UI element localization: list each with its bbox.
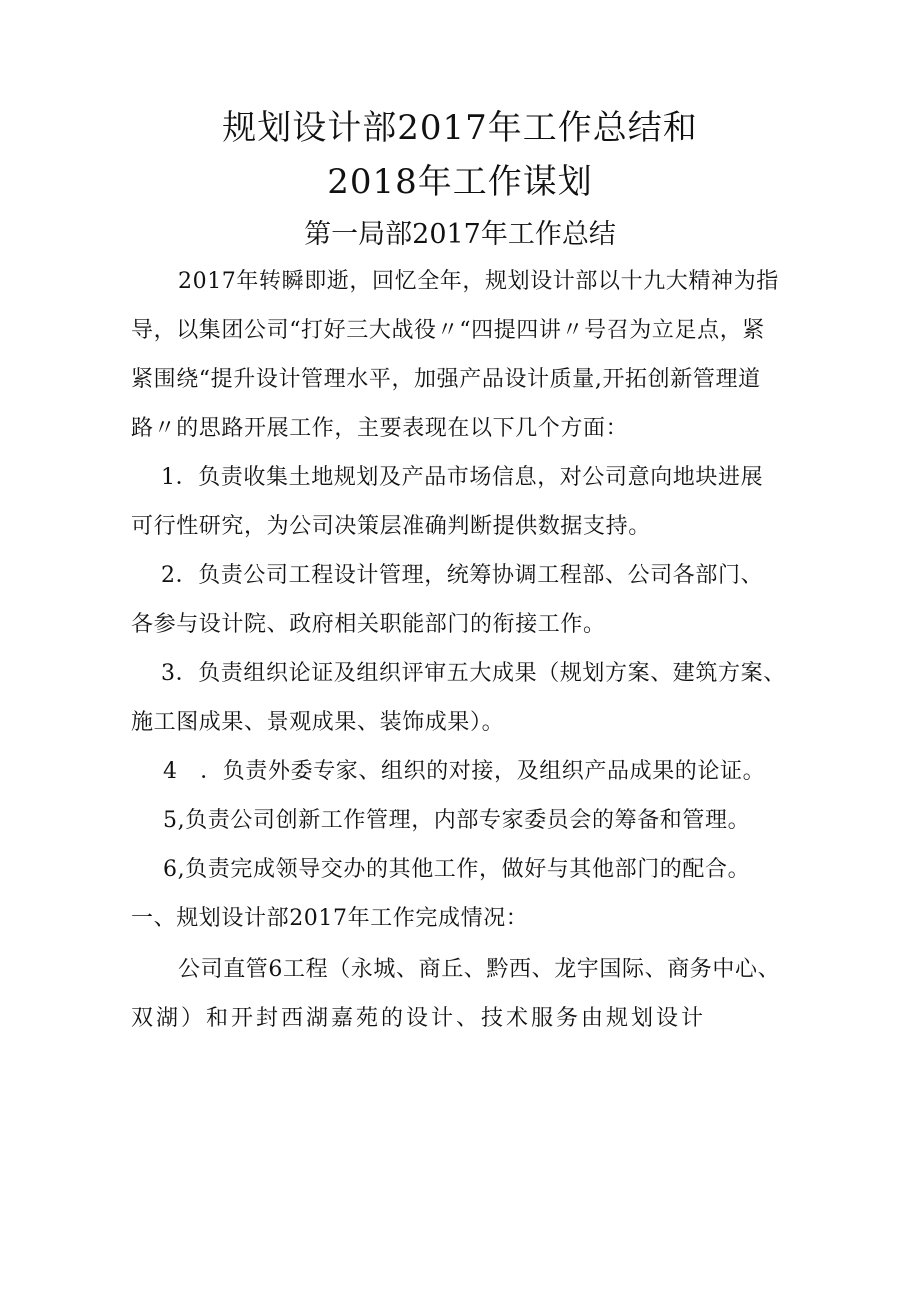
list-item-line: 2．负责公司工程设计管理，统筹协调工程部、公司各部门、 (161, 563, 764, 588)
list-item-line: 5,负责公司创新工作管理，内部专家委员会的筹备和管理。 (163, 808, 751, 833)
paragraph-line: 双湖）和开封西湖嘉苑的设计、技术服务由规划设计 (131, 1006, 707, 1031)
list-item-line: 1．负责收集土地规划及产品市场信息，对公司意向地块进展 (161, 465, 764, 490)
list-item-line: 3．负责组织论证及组织评审五大成果（规划方案、建筑方案、 (161, 661, 786, 686)
document-title-line-2: 2018年工作谋划 (327, 162, 593, 202)
document-title-line-1: 规划设计部2017年工作总结和 (222, 108, 698, 148)
list-item-line: 4 ．负责外委专家、组织的对接，及组织产品成果的论证。 (163, 759, 766, 784)
paragraph-line: 导，以集团公司“打好三大战役〃“四提四讲〃号召为立足点，紧 (131, 318, 765, 343)
paragraph-line: 路〃的思路开展工作，主要表现在以下几个方面： (131, 416, 629, 441)
section-heading: 第一局部2017年工作总结 (304, 219, 616, 250)
paragraph-line: 公司直管6工程（永城、商丘、黔西、龙宇国际、商务中心、 (178, 957, 781, 982)
paragraph-line: 2017年转瞬即逝，回忆全年，规划设计部以十九大精神为指 (178, 269, 779, 294)
list-item-line: 6,负责完成领导交办的其他工作，做好与其他部门的配合。 (163, 857, 751, 882)
section-heading-line: 一、规划设计部2017年工作完成情况： (131, 906, 529, 931)
paragraph-line: 紧围绕“提升设计管理水平，加强产品设计质量,开拓创新管理道 (131, 367, 761, 392)
list-item-line: 各参与设计院、政府相关职能部门的衔接工作。 (131, 612, 606, 637)
list-item-line: 施工图成果、景观成果、装饰成果）。 (131, 710, 505, 735)
list-item-line: 可行性研究，为公司决策层准确判断提供数据支持。 (131, 514, 651, 539)
